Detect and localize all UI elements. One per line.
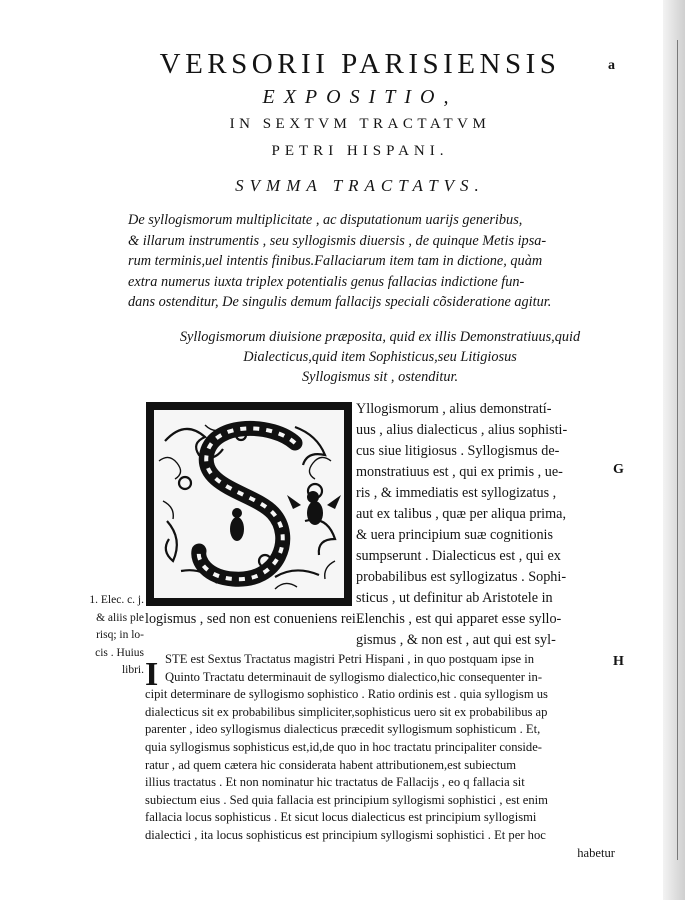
summary-line: & illarum instrumentis , seu syllogismis diuersis , de quinque Metis ipsa- bbox=[128, 232, 547, 249]
marginal-note-line: & aliis ple bbox=[96, 611, 144, 624]
subsummary-line: Dialecticus,quid item Sophisticus,seu Litigiosus bbox=[243, 349, 517, 365]
summary-line: rum terminis,uel intentis finibus.Fallaciarum item tam in dictione, quàm bbox=[128, 253, 543, 269]
margin-letter-h: H bbox=[613, 654, 624, 669]
marginal-note-line: 1. Elec. c. j. bbox=[89, 594, 144, 606]
commentary-line: subiectum eius . Sed quia fallacia est principium syllogismi sophistici , est enim bbox=[145, 792, 548, 807]
text-line: probabilibus est syllogizatus . Sophi- bbox=[356, 569, 567, 585]
commentary-line: quia syllogismus sophisticus est,id,de quo in hoc tractatu principaliter conside- bbox=[145, 739, 542, 754]
commentary-initial: I bbox=[145, 656, 159, 693]
commentary-line: fallacia locus sophisticus . Et sicut locus dialecticus est principium syllogismi bbox=[145, 810, 537, 825]
title-line-1: VERSORII PARISIENSIS bbox=[159, 48, 561, 80]
marginal-note bbox=[64, 592, 144, 680]
text-line: Yllogismorum , alius demonstratí- bbox=[356, 401, 552, 417]
text-line: monstratiuus est , qui ex primis , ue- bbox=[356, 464, 563, 480]
text-line: uus , alius dialecticus , alius sophisti- bbox=[356, 422, 568, 438]
text-line: & uera principium suæ cognitionis bbox=[356, 527, 554, 543]
text-line: gismus , & non est , aut qui est syl- bbox=[356, 632, 556, 648]
summary-line: extra numerus iuxta triplex potentialis genus fallacias indictione fun- bbox=[128, 273, 525, 290]
subsummary-line: Syllogismorum diuisione præposita, quid ex illis Demonstratiuus,quid bbox=[179, 329, 581, 345]
text-line: cus siue litigiosus . Syllogismus de- bbox=[356, 443, 560, 459]
main-text-full-line: logismus , sed non est conueniens rei . bbox=[145, 611, 363, 627]
signature-mark: a bbox=[608, 58, 615, 73]
summary-paragraph bbox=[128, 210, 628, 313]
commentary-line: dialecticus sit ex probabilibus simpliciter,sophisticus uero sit ex probabilibus ap bbox=[145, 704, 548, 719]
text-line: ris , & immediatis est syllogizatus , bbox=[356, 485, 557, 501]
title-line-4: PETRI HISPANI. bbox=[271, 143, 449, 159]
subsummary-paragraph bbox=[145, 327, 615, 387]
marginal-note-line: libri. bbox=[121, 664, 144, 676]
commentary-line: dialectici , ita locus sophisticus est principium syllogismi sophistici . Et per hoc bbox=[145, 827, 546, 842]
text-line: sticus , ut definitur ab Aristotele in bbox=[356, 590, 553, 606]
commentary-paragraph bbox=[145, 651, 615, 862]
subsummary-line: Syllogismus sit , ostenditur. bbox=[301, 369, 459, 385]
title-line-3: IN SEXTVM TRACTATVM bbox=[229, 116, 491, 132]
commentary-line: cipit determinare de syllogismo sophistico . Ratio ordinis est . quia syllogism us bbox=[145, 687, 548, 702]
marginal-note-line: risq; in lo- bbox=[96, 629, 144, 641]
summary-line: dans ostenditur, De singulis demum fallacijs speciali cõsideratione agitur. bbox=[128, 294, 552, 310]
text-line: sumpserunt . Dialecticus est , qui ex bbox=[356, 548, 561, 564]
marginal-note-line: cis . Huius bbox=[95, 646, 144, 659]
text-line: aut ex talibus , quæ per aliqua prima, bbox=[356, 506, 566, 522]
commentary-line: parenter , ideo syllogismus dialecticus præcedit syllogismum sophisticum . Et, bbox=[145, 722, 541, 737]
page-edge-shadow bbox=[663, 0, 685, 900]
commentary-line: STE est Sextus Tractatus magistri Petri Hispani , in quo postquam ipse in bbox=[165, 652, 535, 666]
margin-letter-g: G bbox=[613, 462, 624, 477]
summa-heading: SVMMA TRACTATVS. bbox=[235, 176, 485, 195]
commentary-line: Quinto Tractatu determinauit de syllogismo dialectico,hic consequenter in- bbox=[165, 669, 543, 684]
title-line-2: EXPOSITIO, bbox=[262, 86, 458, 108]
summary-line: De syllogismorum multiplicitate , ac disputationum uarijs generibus, bbox=[128, 212, 523, 228]
catchword: habetur bbox=[577, 845, 615, 860]
commentary-line: illius tractatus . Et non nominatur hic tractatus de Fallacijs , eo q fallacia sit bbox=[145, 775, 525, 790]
text-line: Elenchis , est qui apparet esse syllo- bbox=[356, 611, 562, 627]
decorated-initial-s-woodcut bbox=[145, 401, 353, 607]
main-text-beside-initial bbox=[356, 399, 608, 651]
commentary-line: ratur , ad quem cætera hic considerata habent attributionem,est subiectum bbox=[145, 757, 517, 772]
